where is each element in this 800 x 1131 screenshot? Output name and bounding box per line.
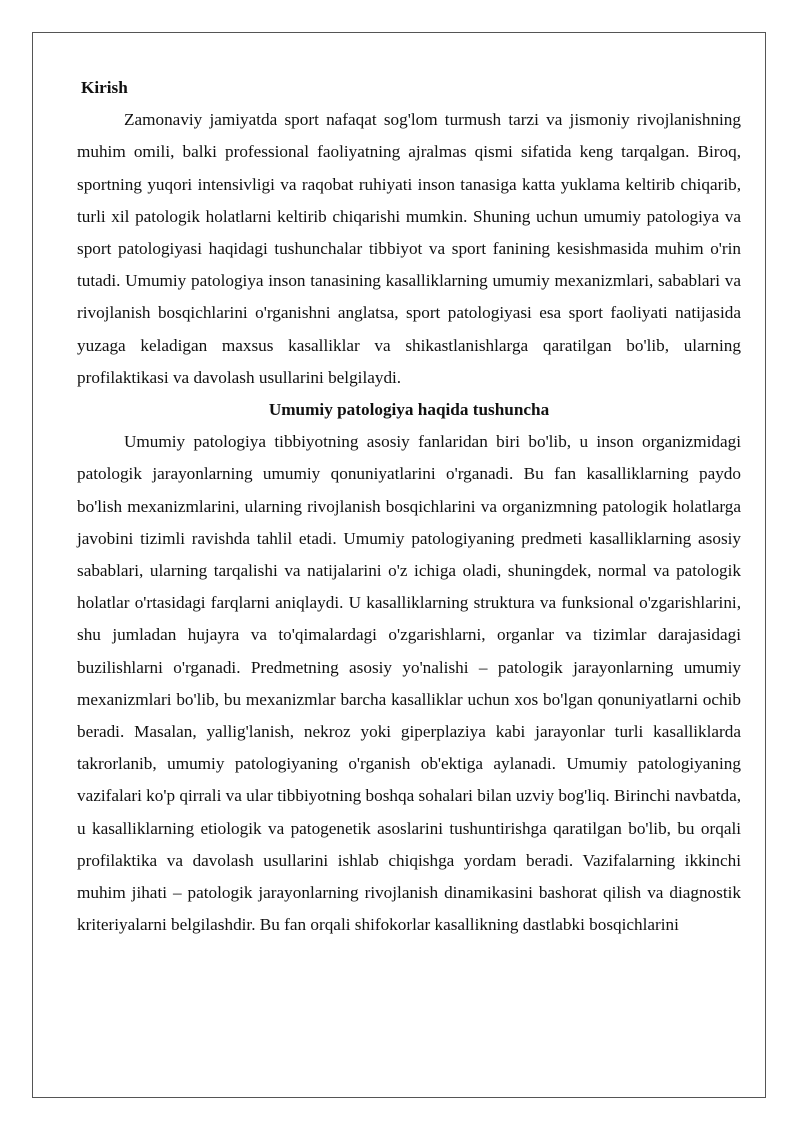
document-body <box>77 72 741 941</box>
section-heading-intro: Kirish <box>81 78 128 97</box>
section-heading-general-pathology: Umumiy patologiya haqida tushuncha <box>268 400 550 420</box>
paragraph-intro: Zamonaviy jamiyatda sport nafaqat sog'lom turmush tarzi va jismoniy rivojlanishning muhim omili, balki professional faoliyatning ajralmas qismi sifatida keng tarqalgan. Biroq, sportning yuqori intensivligi va raqobat ruhiyati inson tanasiga katta yuklama keltirib chiqarib, turli xil patologik holatlarni keltirib chiqarishi mumkin. Shuning uchun umumiy patologiya va sport patologiyasi haqidagi tushunchalar tibbiyot va sport fanining kesishmasida muhim o'rin tutadi. Umumiy patologiya inson tanasining kasalliklarning umumiy mexanizmlari, sabablari va rivojlanish bosqichlarini o'rganishni anglatsa, sport patologiyasi esa sport faoliyati natijasida yuzaga keladigan maxsus kasalliklar va shikastlanishlarga qaratilgan bo'lib, ularning profilaktikasi va davolash usullarini belgilaydi. <box>77 110 741 387</box>
paragraph-general-pathology: Umumiy patologiya tibbiyotning asosiy fanlaridan biri bo'lib, u inson organizmidagi patologik jarayonlarning umumiy qonuniyatlarini o'rganadi. Bu fan kasalliklarning paydo bo'lish mexanizmlarini, ularning rivojlanish bosqichlarini va organizmning patologik holatlarga javobini tizimli ravishda tahlil etadi. Umumiy patologiyaning predmeti kasalliklarning asosiy sabablari, ularning tarqalishi va natijalarini o'z ichiga oladi, shuningdek, normal va patologik holatlar o'rtasidagi farqlarni aniqlaydi. U kasalliklarning struktura va funksional o'zgarishlarini, shu jumladan hujayra va to'qimalardagi o'zgarishlarni, organlar va tizimlar darajasidagi buzilishlarni o'rganadi. Predmetning asosiy yo'nalishi – patologik jarayonlarning umumiy mexanizmlari bo'lib, bu mexanizmlar barcha kasalliklar uchun xos bo'lgan qonuniyatlarni ochib beradi. Masalan, yallig'lanish, nekroz yoki giperplaziya kabi jarayonlar turli kasalliklarda takrorlanib, umumiy patologiyaning o'rganish ob'ektiga aylanadi. Umumiy patologiyaning vazifalari ko'p qirrali va ular tibbiyotning boshqa sohalari bilan uzviy bog'liq. Birinchi navbatda, u kasalliklarning etiologik va patogenetik asoslarini tushuntirishga qaratilgan bo'lib, bu orqali profilaktika va davolash usullarini ishlab chiqishga yordam beradi. Vazifalarning ikkinchi muhim jihati – patologik jarayonlarning rivojlanish dinamikasini bashorat qilish va diagnostik kriteriyalarni belgilashdir. Bu fan orqali shifokorlar kasallikning dastlabki bosqichlarini <box>77 432 741 935</box>
